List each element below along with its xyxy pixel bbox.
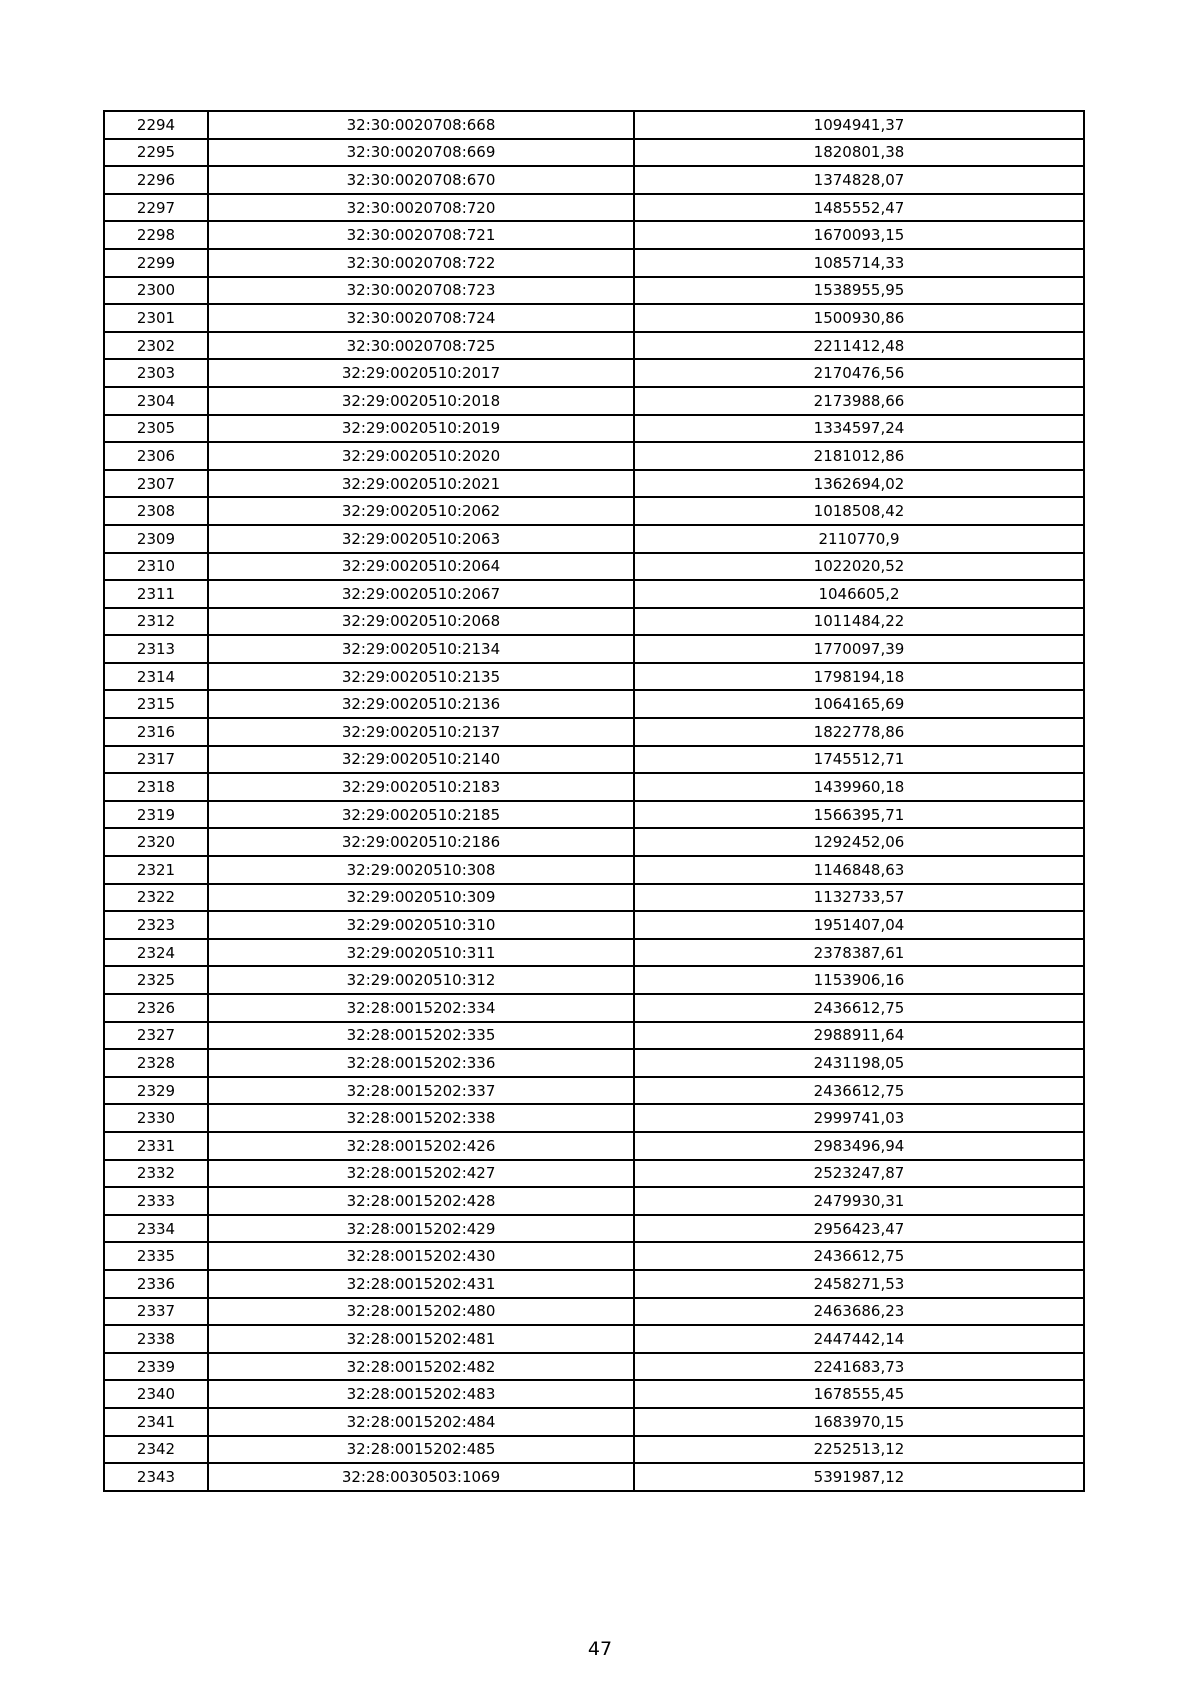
cadastral-value-cell: 2170476,56	[634, 359, 1084, 387]
row-number-cell: 2325	[104, 966, 208, 994]
table-row	[104, 221, 1084, 249]
cadastral-number-cell: 32:28:0015202:338	[208, 1104, 634, 1132]
cadastral-value-cell: 2436612,75	[634, 1242, 1084, 1270]
row-number-cell: 2310	[104, 553, 208, 581]
table-row	[104, 249, 1084, 277]
cadastral-value-cell: 1132733,57	[634, 884, 1084, 912]
cadastral-value-cell: 1670093,15	[634, 221, 1084, 249]
row-number-cell: 2314	[104, 663, 208, 691]
cadastral-number-cell: 32:29:0020510:2017	[208, 359, 634, 387]
cadastral-value-cell: 2463686,23	[634, 1298, 1084, 1326]
table-row	[104, 884, 1084, 912]
cadastral-number-cell: 32:28:0015202:430	[208, 1242, 634, 1270]
table-row	[104, 332, 1084, 360]
cadastral-value-table	[103, 110, 1085, 1492]
table-row	[104, 1325, 1084, 1353]
cadastral-value-cell: 2458271,53	[634, 1270, 1084, 1298]
row-number-cell: 2331	[104, 1132, 208, 1160]
row-number-cell: 2294	[104, 111, 208, 139]
cadastral-number-cell: 32:28:0015202:483	[208, 1380, 634, 1408]
cadastral-number-cell: 32:29:0020510:308	[208, 856, 634, 884]
table-row	[104, 1436, 1084, 1464]
row-number-cell: 2318	[104, 773, 208, 801]
cadastral-number-cell: 32:29:0020510:312	[208, 966, 634, 994]
cadastral-number-cell: 32:28:0015202:485	[208, 1436, 634, 1464]
table-row	[104, 608, 1084, 636]
row-number-cell: 2298	[104, 221, 208, 249]
cadastral-number-cell: 32:29:0020510:309	[208, 884, 634, 912]
cadastral-number-cell: 32:28:0015202:484	[208, 1408, 634, 1436]
row-number-cell: 2300	[104, 277, 208, 305]
row-number-cell: 2334	[104, 1215, 208, 1243]
cadastral-value-cell: 1538955,95	[634, 277, 1084, 305]
cadastral-value-cell: 1153906,16	[634, 966, 1084, 994]
table-row	[104, 911, 1084, 939]
table-row	[104, 1022, 1084, 1050]
cadastral-number-cell: 32:29:0020510:2067	[208, 580, 634, 608]
table-row	[104, 939, 1084, 967]
cadastral-value-cell: 2181012,86	[634, 442, 1084, 470]
table-row	[104, 277, 1084, 305]
row-number-cell: 2333	[104, 1187, 208, 1215]
cadastral-value-cell: 1018508,42	[634, 497, 1084, 525]
row-number-cell: 2309	[104, 525, 208, 553]
table-row	[104, 1077, 1084, 1105]
table-row	[104, 1242, 1084, 1270]
row-number-cell: 2299	[104, 249, 208, 277]
cadastral-value-cell: 2523247,87	[634, 1160, 1084, 1188]
row-number-cell: 2302	[104, 332, 208, 360]
cadastral-number-cell: 32:29:0020510:2062	[208, 497, 634, 525]
cadastral-value-cell: 1485552,47	[634, 194, 1084, 222]
table-row	[104, 387, 1084, 415]
row-number-cell: 2329	[104, 1077, 208, 1105]
cadastral-number-cell: 32:28:0030503:1069	[208, 1463, 634, 1491]
row-number-cell: 2295	[104, 139, 208, 167]
cadastral-value-cell: 1146848,63	[634, 856, 1084, 884]
cadastral-number-cell: 32:30:0020708:724	[208, 304, 634, 332]
cadastral-number-cell: 32:29:0020510:2185	[208, 801, 634, 829]
cadastral-number-cell: 32:30:0020708:721	[208, 221, 634, 249]
table-row	[104, 1187, 1084, 1215]
table-row	[104, 1380, 1084, 1408]
cadastral-value-cell: 1678555,45	[634, 1380, 1084, 1408]
row-number-cell: 2322	[104, 884, 208, 912]
cadastral-number-cell: 32:28:0015202:428	[208, 1187, 634, 1215]
cadastral-value-cell: 2252513,12	[634, 1436, 1084, 1464]
cadastral-value-cell: 1094941,37	[634, 111, 1084, 139]
table-row	[104, 111, 1084, 139]
row-number-cell: 2296	[104, 166, 208, 194]
table-row	[104, 194, 1084, 222]
table-row	[104, 1298, 1084, 1326]
table-row	[104, 773, 1084, 801]
table-row	[104, 828, 1084, 856]
row-number-cell: 2332	[104, 1160, 208, 1188]
cadastral-number-cell: 32:30:0020708:669	[208, 139, 634, 167]
cadastral-value-cell: 2436612,75	[634, 994, 1084, 1022]
cadastral-number-cell: 32:28:0015202:426	[208, 1132, 634, 1160]
cadastral-value-cell: 1085714,33	[634, 249, 1084, 277]
cadastral-number-cell: 32:28:0015202:482	[208, 1353, 634, 1381]
row-number-cell: 2324	[104, 939, 208, 967]
table-row	[104, 663, 1084, 691]
table-row	[104, 470, 1084, 498]
table-row	[104, 994, 1084, 1022]
cadastral-value-cell: 1022020,52	[634, 553, 1084, 581]
cadastral-value-cell: 1770097,39	[634, 635, 1084, 663]
table-row	[104, 856, 1084, 884]
table-row	[104, 442, 1084, 470]
cadastral-number-cell: 32:30:0020708:720	[208, 194, 634, 222]
cadastral-number-cell: 32:28:0015202:431	[208, 1270, 634, 1298]
row-number-cell: 2301	[104, 304, 208, 332]
cadastral-number-cell: 32:29:0020510:2135	[208, 663, 634, 691]
cadastral-value-cell: 2999741,03	[634, 1104, 1084, 1132]
cadastral-value-cell: 1798194,18	[634, 663, 1084, 691]
table-row	[104, 1270, 1084, 1298]
cadastral-number-cell: 32:29:0020510:2019	[208, 415, 634, 443]
cadastral-value-cell: 2983496,94	[634, 1132, 1084, 1160]
table-row	[104, 166, 1084, 194]
cadastral-number-cell: 32:28:0015202:480	[208, 1298, 634, 1326]
cadastral-value-cell: 2479930,31	[634, 1187, 1084, 1215]
cadastral-number-cell: 32:29:0020510:2136	[208, 690, 634, 718]
cadastral-value-cell: 2988911,64	[634, 1022, 1084, 1050]
table-row	[104, 415, 1084, 443]
table-row	[104, 497, 1084, 525]
cadastral-value-cell: 1822778,86	[634, 718, 1084, 746]
cadastral-value-cell: 2378387,61	[634, 939, 1084, 967]
row-number-cell: 2323	[104, 911, 208, 939]
row-number-cell: 2328	[104, 1049, 208, 1077]
table-row	[104, 1049, 1084, 1077]
cadastral-number-cell: 32:29:0020510:2140	[208, 746, 634, 774]
cadastral-value-cell: 2447442,14	[634, 1325, 1084, 1353]
page-number: 47	[587, 1638, 613, 1660]
table-row	[104, 1215, 1084, 1243]
cadastral-number-cell: 32:29:0020510:2137	[208, 718, 634, 746]
cadastral-number-cell: 32:29:0020510:2021	[208, 470, 634, 498]
row-number-cell: 2337	[104, 1298, 208, 1326]
cadastral-value-cell: 2173988,66	[634, 387, 1084, 415]
row-number-cell: 2326	[104, 994, 208, 1022]
row-number-cell: 2303	[104, 359, 208, 387]
cadastral-number-cell: 32:30:0020708:670	[208, 166, 634, 194]
cadastral-value-cell: 2110770,9	[634, 525, 1084, 553]
cadastral-number-cell: 32:29:0020510:2134	[208, 635, 634, 663]
cadastral-value-cell: 5391987,12	[634, 1463, 1084, 1491]
cadastral-number-cell: 32:29:0020510:2186	[208, 828, 634, 856]
row-number-cell: 2341	[104, 1408, 208, 1436]
cadastral-value-cell: 2956423,47	[634, 1215, 1084, 1243]
cadastral-value-cell: 2211412,48	[634, 332, 1084, 360]
row-number-cell: 2316	[104, 718, 208, 746]
table-row	[104, 690, 1084, 718]
cadastral-value-cell: 1439960,18	[634, 773, 1084, 801]
table-row	[104, 1104, 1084, 1132]
row-number-cell: 2319	[104, 801, 208, 829]
cadastral-value-cell: 1745512,71	[634, 746, 1084, 774]
row-number-cell: 2317	[104, 746, 208, 774]
cadastral-number-cell: 32:28:0015202:481	[208, 1325, 634, 1353]
cadastral-value-cell: 1292452,06	[634, 828, 1084, 856]
cadastral-value-cell: 1046605,2	[634, 580, 1084, 608]
row-number-cell: 2306	[104, 442, 208, 470]
cadastral-value-cell: 1374828,07	[634, 166, 1084, 194]
cadastral-number-cell: 32:29:0020510:2018	[208, 387, 634, 415]
row-number-cell: 2321	[104, 856, 208, 884]
cadastral-number-cell: 32:30:0020708:725	[208, 332, 634, 360]
cadastral-number-cell: 32:28:0015202:429	[208, 1215, 634, 1243]
cadastral-number-cell: 32:28:0015202:336	[208, 1049, 634, 1077]
table-row	[104, 1408, 1084, 1436]
cadastral-value-cell: 1064165,69	[634, 690, 1084, 718]
row-number-cell: 2343	[104, 1463, 208, 1491]
row-number-cell: 2320	[104, 828, 208, 856]
row-number-cell: 2330	[104, 1104, 208, 1132]
row-number-cell: 2311	[104, 580, 208, 608]
table-body	[104, 111, 1084, 1491]
row-number-cell: 2313	[104, 635, 208, 663]
row-number-cell: 2312	[104, 608, 208, 636]
cadastral-number-cell: 32:29:0020510:310	[208, 911, 634, 939]
row-number-cell: 2338	[104, 1325, 208, 1353]
row-number-cell: 2307	[104, 470, 208, 498]
cadastral-number-cell: 32:30:0020708:722	[208, 249, 634, 277]
cadastral-number-cell: 32:28:0015202:334	[208, 994, 634, 1022]
row-number-cell: 2340	[104, 1380, 208, 1408]
cadastral-value-cell: 1683970,15	[634, 1408, 1084, 1436]
cadastral-value-cell: 1820801,38	[634, 139, 1084, 167]
cadastral-value-cell: 2431198,05	[634, 1049, 1084, 1077]
table-row	[104, 1132, 1084, 1160]
cadastral-number-cell: 32:29:0020510:2063	[208, 525, 634, 553]
row-number-cell: 2327	[104, 1022, 208, 1050]
cadastral-value-cell: 1334597,24	[634, 415, 1084, 443]
table-row	[104, 1353, 1084, 1381]
row-number-cell: 2339	[104, 1353, 208, 1381]
cadastral-value-cell: 2241683,73	[634, 1353, 1084, 1381]
row-number-cell: 2297	[104, 194, 208, 222]
cadastral-number-cell: 32:29:0020510:2068	[208, 608, 634, 636]
cadastral-value-cell: 1362694,02	[634, 470, 1084, 498]
table-row	[104, 553, 1084, 581]
cadastral-number-cell: 32:30:0020708:723	[208, 277, 634, 305]
cadastral-number-cell: 32:28:0015202:427	[208, 1160, 634, 1188]
cadastral-value-cell: 2436612,75	[634, 1077, 1084, 1105]
row-number-cell: 2315	[104, 690, 208, 718]
row-number-cell: 2335	[104, 1242, 208, 1270]
table-row	[104, 304, 1084, 332]
cadastral-number-cell: 32:29:0020510:2183	[208, 773, 634, 801]
table-row	[104, 718, 1084, 746]
table-row	[104, 966, 1084, 994]
table-row	[104, 525, 1084, 553]
row-number-cell: 2304	[104, 387, 208, 415]
cadastral-value-cell: 1011484,22	[634, 608, 1084, 636]
cadastral-number-cell: 32:30:0020708:668	[208, 111, 634, 139]
table-row	[104, 746, 1084, 774]
row-number-cell: 2308	[104, 497, 208, 525]
row-number-cell: 2305	[104, 415, 208, 443]
row-number-cell: 2342	[104, 1436, 208, 1464]
table-row	[104, 801, 1084, 829]
cadastral-value-cell: 1566395,71	[634, 801, 1084, 829]
cadastral-number-cell: 32:28:0015202:335	[208, 1022, 634, 1050]
row-number-cell: 2336	[104, 1270, 208, 1298]
cadastral-value-cell: 1951407,04	[634, 911, 1084, 939]
table-row	[104, 1463, 1084, 1491]
table-row	[104, 580, 1084, 608]
table-row	[104, 139, 1084, 167]
cadastral-number-cell: 32:29:0020510:311	[208, 939, 634, 967]
table-row	[104, 635, 1084, 663]
cadastral-number-cell: 32:29:0020510:2020	[208, 442, 634, 470]
table-row	[104, 1160, 1084, 1188]
cadastral-value-cell: 1500930,86	[634, 304, 1084, 332]
cadastral-number-cell: 32:29:0020510:2064	[208, 553, 634, 581]
cadastral-number-cell: 32:28:0015202:337	[208, 1077, 634, 1105]
table-row	[104, 359, 1084, 387]
